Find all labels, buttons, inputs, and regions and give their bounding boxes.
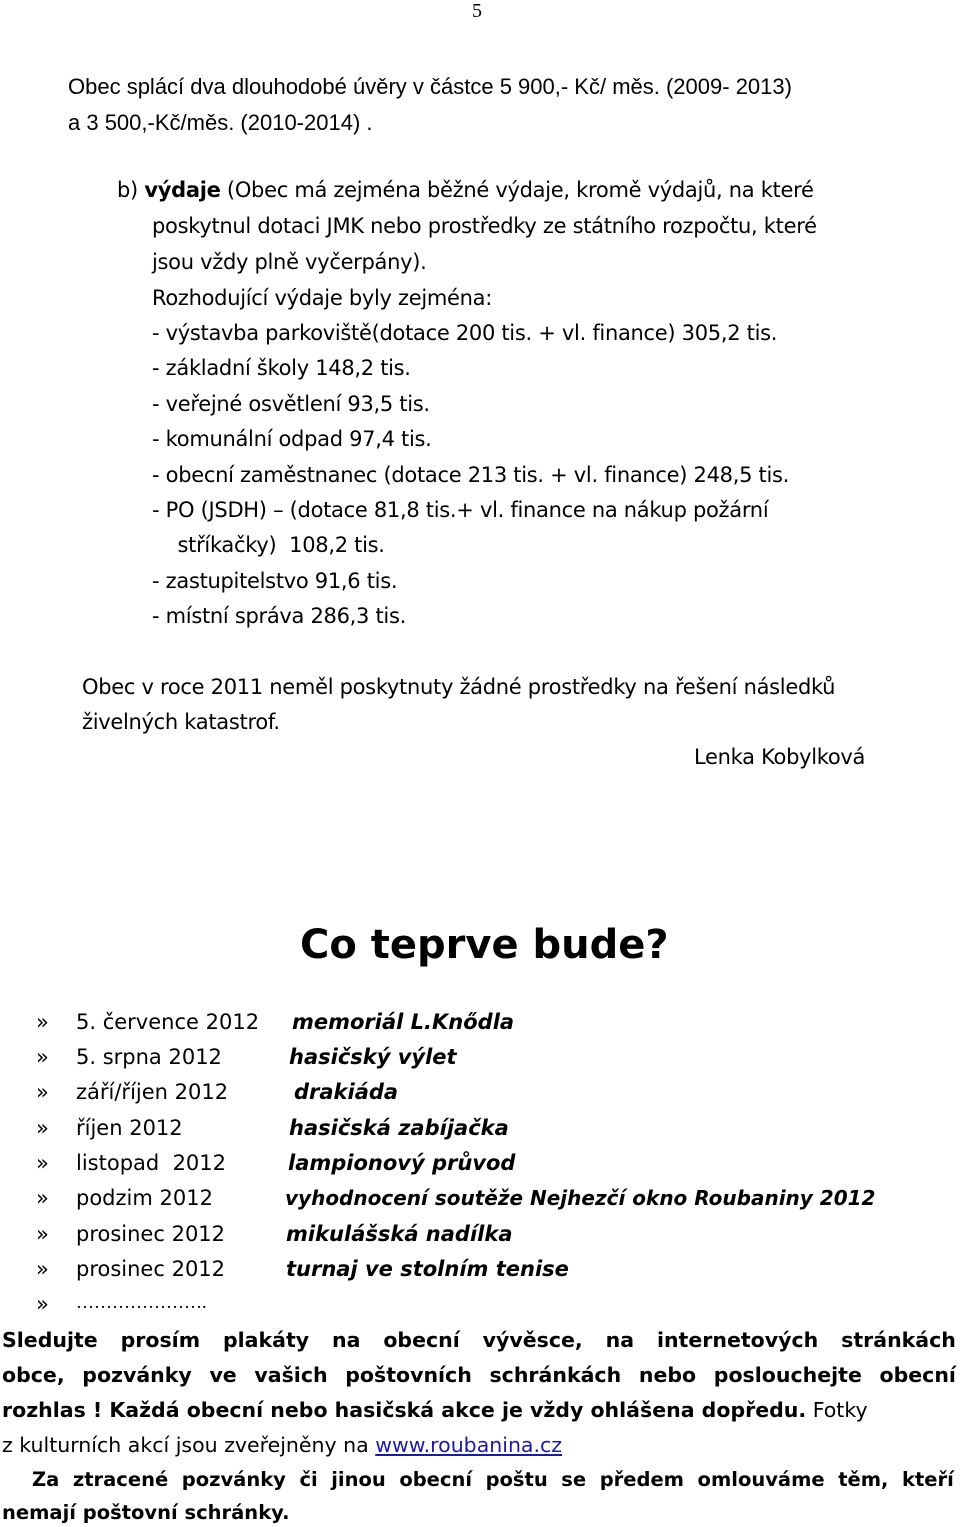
intro-line-1: Obec splácí dva dlouhodobé úvěry v částce 5 900,- Kč/ měs. (2009- 2013) (68, 74, 792, 99)
page-number: 5 (472, 0, 482, 22)
event-name: hasičský výlet (289, 1045, 457, 1069)
intro-line-2: a 3 500,-Kč/měs. (2010-2014) . (68, 110, 373, 135)
roubanina-website-link[interactable]: www.roubanina.cz (375, 1433, 563, 1457)
notice-word: stránkách (841, 1328, 956, 1352)
event-name: turnaj ve stolním tenise (286, 1257, 569, 1281)
notice-line-3 (2, 1398, 956, 1422)
event-date: 5. července 2012 (76, 1010, 260, 1034)
upcoming-heading: Co teprve bude? (300, 922, 669, 968)
notice-announcement: rozhlas ! Každá obecní nebo hasičská akce je vždy ohlášena dopředu. (2, 1398, 807, 1422)
event-name: vyhodnocení soutěže Nejhezčí okno Roubaniny 2012 (285, 1186, 876, 1210)
expense-item: - místní správa 286,3 tis. (152, 604, 406, 628)
expense-item: - komunální odpad 97,4 tis. (152, 427, 432, 451)
notice-word: na (332, 1328, 361, 1352)
apology-word: ztracené (72, 1468, 169, 1491)
expenses-prefix: b) (117, 178, 145, 202)
event-row (36, 1116, 509, 1140)
notice-line-1 (2, 1328, 956, 1352)
expenses-line-3: jsou vždy plně vyčerpány). (152, 250, 427, 274)
event-date: 5. srpna 2012 (76, 1045, 222, 1069)
expense-item: - obecní zaměstnanec (dotace 213 tis. + vl. finance) 248,5 tis. (152, 463, 790, 487)
bullet: » (36, 1080, 49, 1104)
expenses-line-1-rest: (Obec má zejména běžné výdaje, kromě výdajů, na které (220, 178, 814, 202)
notice-word: poštovních (345, 1363, 472, 1387)
notice-word: poslouchejte (713, 1363, 862, 1387)
notice-word: vašich (254, 1363, 328, 1387)
bullet: » (36, 1257, 49, 1281)
notice-word: na (605, 1328, 635, 1352)
event-name: memoriál L.Knődla (292, 1010, 515, 1034)
event-date: prosinec 2012 (76, 1257, 226, 1281)
bullet: » (36, 1292, 49, 1316)
notice-word: Sledujte (2, 1328, 98, 1352)
notice-word: nebo (638, 1363, 697, 1387)
apology-word: předem (599, 1468, 684, 1491)
expense-item: stříkačky) 108,2 tis. (152, 533, 385, 557)
event-row (36, 1222, 513, 1246)
apology-word: či (299, 1468, 318, 1491)
notice-word: schránkách (489, 1363, 622, 1387)
expenses-line-1 (117, 178, 814, 202)
expense-item: - zastupitelstvo 91,6 tis. (152, 569, 398, 593)
apology-word: těm, (838, 1468, 889, 1491)
event-name: drakiáda (294, 1080, 399, 1104)
notice-photos-text: z kulturních akcí jsou zveřejněny na (2, 1433, 376, 1457)
notice-word: obecní (879, 1363, 956, 1387)
apology-word: omlouváme (697, 1468, 825, 1491)
notice-word: obce, (2, 1363, 65, 1387)
expenses-subheading: Rozhodující výdaje byly zejména: (152, 286, 493, 310)
event-date: podzim 2012 (76, 1186, 213, 1210)
notice-word: obecní (383, 1328, 460, 1352)
disaster-note-line-2: živelných katastrof. (82, 710, 280, 734)
notice-word: internetových (656, 1328, 819, 1352)
signature: Lenka Kobylková (694, 745, 866, 769)
disaster-note-line-1: Obec v roce 2011 neměl poskytnuty žádné prostředky na řešení následků (82, 675, 836, 699)
event-date: říjen 2012 (76, 1116, 183, 1140)
notice-word: prosím (120, 1328, 201, 1352)
apology-word: jinou (331, 1468, 386, 1491)
bullet: » (36, 1010, 49, 1034)
bullet: » (36, 1116, 49, 1140)
apology-word: obecní (399, 1468, 473, 1491)
apology-word: poštu (485, 1468, 548, 1491)
bullet: » (36, 1151, 49, 1175)
event-row (36, 1186, 876, 1210)
event-row (36, 1045, 457, 1069)
event-row (36, 1257, 569, 1281)
apology-word: se (561, 1468, 587, 1491)
expense-item: - veřejné osvětlení 93,5 tis. (152, 392, 430, 416)
notice-word: vývěsce, (482, 1328, 583, 1352)
event-name: lampionový průvod (288, 1151, 516, 1175)
apology-word: kteří (902, 1468, 954, 1491)
expenses-bold-word: výdaje (144, 178, 221, 202)
bullet: » (36, 1045, 49, 1069)
event-row (36, 1010, 515, 1034)
bullet: » (36, 1186, 49, 1210)
event-row (36, 1080, 399, 1104)
event-date: prosinec 2012 (76, 1222, 226, 1246)
notice-word: plakáty (222, 1328, 310, 1352)
apology-word: pozvánky (181, 1468, 286, 1491)
expense-item: - PO (JSDH) – (dotace 81,8 tis.+ vl. finance na nákup požární (152, 498, 769, 522)
expense-item: - základní školy 148,2 tis. (152, 356, 411, 380)
expense-item: - výstavba parkoviště(dotace 200 tis. + vl. finance) 305,2 tis. (152, 321, 778, 345)
notice-line-2 (2, 1363, 956, 1387)
event-date: září/říjen 2012 (76, 1080, 229, 1104)
event-row (36, 1292, 207, 1316)
event-name: hasičská zabíjačka (289, 1116, 509, 1140)
apology-line-1 (32, 1468, 954, 1491)
notice-photos: Fotky (806, 1398, 868, 1422)
notice-word: ve (209, 1363, 237, 1387)
event-row (36, 1151, 516, 1175)
apology-word: Za (32, 1468, 60, 1491)
event-date: listopad 2012 (76, 1151, 227, 1175)
bullet: » (36, 1222, 49, 1246)
notice-line-4 (2, 1433, 956, 1457)
event-date: …………………. (76, 1292, 207, 1312)
notice-word: pozvánky (82, 1363, 192, 1387)
expenses-line-2: poskytnul dotaci JMK nebo prostředky ze státního rozpočtu, které (152, 214, 817, 238)
event-name: mikulášská nadílka (286, 1222, 513, 1246)
apology-line-2: nemají poštovní schránky. (2, 1501, 290, 1524)
